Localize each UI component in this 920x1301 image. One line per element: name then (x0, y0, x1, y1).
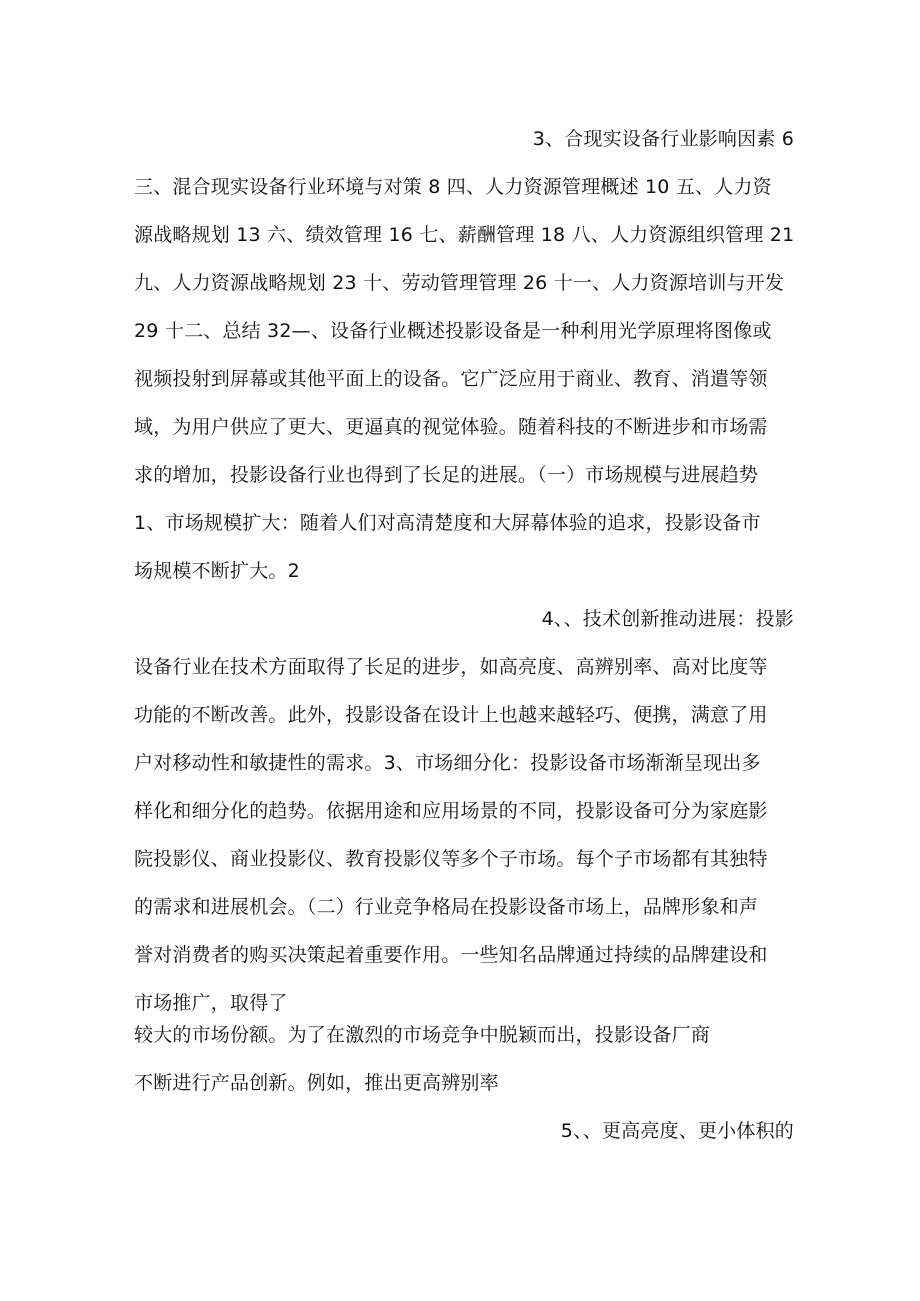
text-line: 设备行业在技术方面取得了长足的进步，如高亮度、高辨别率、高对比度等 (134, 656, 768, 678)
text-line: 1、市场规模扩大：随着人们对高清楚度和大屏幕体验的追求，投影设备市 (134, 512, 761, 534)
text-line: 视频投射到屏幕或其他平面上的设备。它广泛应用于商业、教育、消遣等领 (134, 368, 768, 390)
text-line-section-start: 4、、技术创新推动进展：投影 (541, 608, 794, 630)
text-line: 较大的市场份额。为了在激烈的市场竞争中脱颖而出，投影设备厂商 (134, 1024, 711, 1046)
text-line: 户对移动性和敏捷性的需求。3、市场细分化：投影设备市场渐渐呈现出多 (134, 752, 761, 774)
text-line: 功能的不断改善。此外，投影设备在设计上也越来越轻巧、便携，满意了用 (134, 704, 768, 726)
text-line: 样化和细分化的趋势。依据用途和应用场景的不同，投影设备可分为家庭影 (134, 800, 768, 822)
text-line-toc-item: 3、合现实设备行业影响因素 6 (532, 128, 794, 150)
text-line: 九、人力资源战略规划 23 十、劳动管理管理 26 十一、人力资源培训与开发 (134, 272, 785, 294)
text-line: 市场推广，取得了 (134, 992, 288, 1014)
text-line: 不断进行产品创新。例如，推出更高辨别率 (134, 1072, 499, 1094)
text-line: 院投影仪、商业投影仪、教育投影仪等多个子市场。每个子市场都有其独特 (134, 848, 768, 870)
text-line: 场规模不断扩大。2 (134, 560, 300, 582)
text-line: 三、混合现实设备行业环境与对策 8 四、人力资源管理概述 10 五、人力资 (134, 176, 772, 198)
text-line: 域，为用户供应了更大、更逼真的视觉体验。随着科技的不断进步和市场需 (134, 416, 768, 438)
text-line: 的需求和进展机会。（二）行业竞争格局在投影设备市场上，品牌形象和声 (134, 896, 759, 918)
text-line: 源战略规划 13 六、绩效管理 16 七、薪酬管理 18 八、人力资源组织管理 21 (134, 224, 795, 246)
text-line: 29 十二、总结 32—、设备行业概述投影设备是一种利用光学原理将图像或 (134, 320, 772, 342)
text-line-section-start: 5、、更高亮度、更小体积的 (560, 1120, 794, 1142)
text-line: 誉对消费者的购买决策起着重要作用。一些知名品牌通过持续的品牌建设和 (134, 944, 768, 966)
text-line: 求的增加，投影设备行业也得到了长足的进展。（一）市场规模与进展趋势 (134, 464, 759, 486)
